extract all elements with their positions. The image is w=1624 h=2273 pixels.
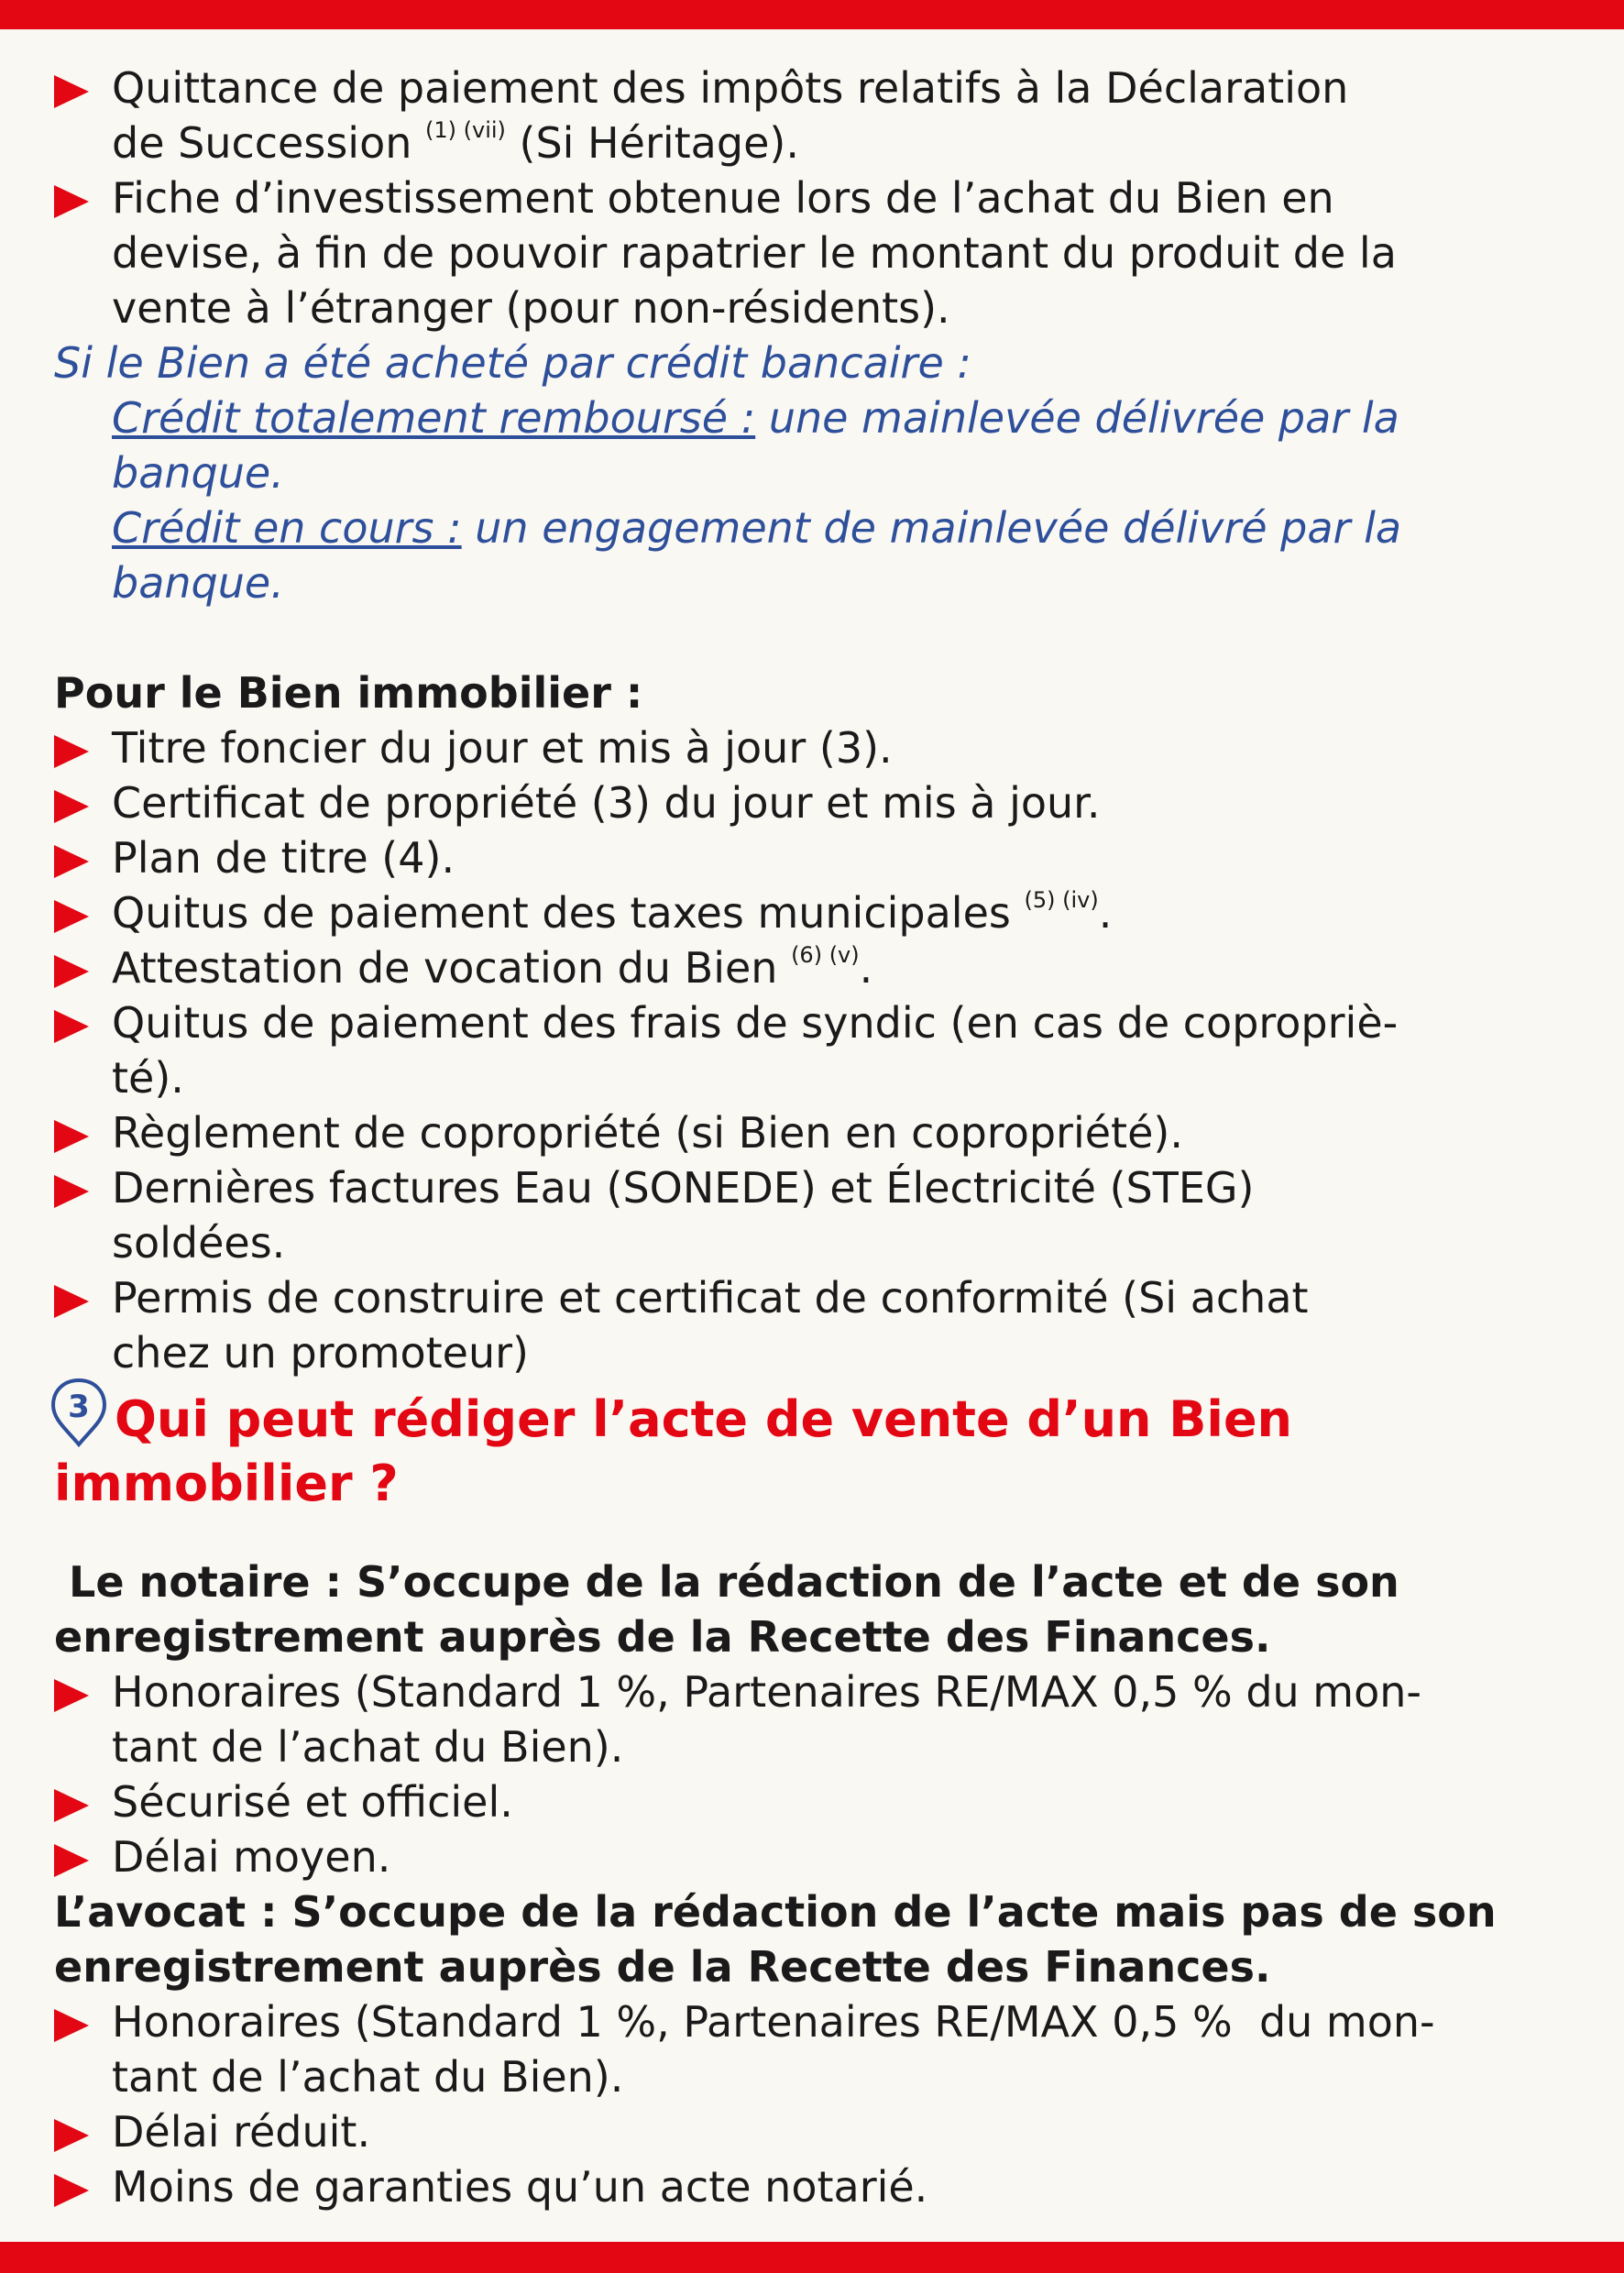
avocat-title: L’avocat : S’occupe de la rédaction de l’acte mais pas de son enregistrement auprès de la Recette des Finances. [54, 1887, 1497, 1992]
list-item: Quitus de paiement des taxes municipales $^{(5) (iv)}$. [54, 885, 1520, 940]
list-item: Moins de garanties qu’un acte notarié. [54, 2159, 1520, 2214]
triangle-bullet-icon [54, 185, 89, 218]
credit-note [54, 335, 1520, 610]
list-item: Titre foncier du jour et mis à jour (3). [54, 720, 1520, 775]
document-body [54, 60, 1520, 2214]
triangle-bullet-icon [54, 900, 89, 933]
list-item: Attestation de vocation du Bien $^{(6) (v)}$. [54, 940, 1520, 995]
list-item: Sécurisé et officiel. [54, 1774, 1520, 1829]
map-pin-number-icon [49, 1377, 109, 1450]
credit-total: Crédit totalement remboursé : une mainlevée délivrée par la banque. [112, 393, 1399, 498]
list-item: Fiche d’investissement obtenue lors de l’achat du Bien en devise, à fin de pouvoir rapatrier le montant du produit de la vente à l’étranger (pour non-résidents). [54, 170, 1520, 335]
bien-title: Pour le Bien immobilier : [54, 668, 643, 718]
triangle-bullet-icon [54, 75, 89, 108]
list-item: Délai réduit. [54, 2104, 1520, 2159]
triangle-bullet-icon [54, 1120, 89, 1153]
footnote-ref: (5) (iv) [1024, 887, 1099, 913]
credit-intro: Si le Bien a été acheté par crédit bancaire : [54, 338, 971, 388]
bien-list [54, 720, 1520, 1380]
triangle-bullet-icon [54, 735, 89, 768]
section-number: 3 [68, 1389, 90, 1425]
list-item: Honoraires (Standard 1 %, Partenaires RE/MAX 0,5 % du mon- tant de l’achat du Bien). [54, 1664, 1520, 1774]
list-item: Permis de construire et certificat de conformité (Si achat chez un promoteur) [54, 1270, 1520, 1380]
triangle-bullet-icon [54, 2009, 89, 2042]
avocat-list [54, 1994, 1520, 2214]
list-item: Certificat de propriété (3) du jour et mis à jour. [54, 775, 1520, 830]
bottom-red-band [0, 2242, 1624, 2273]
triangle-bullet-icon [54, 1285, 89, 1318]
credit-encours: Crédit en cours : un engagement de mainlevée délivré par la banque. [112, 503, 1402, 608]
notaire-title: Le notaire : S’occupe de la rédaction de l’acte et de son enregistrement auprès de la Recette des Finances. [54, 1557, 1399, 1662]
footnote-ref: (6) (v) [791, 942, 860, 968]
section1-list [54, 60, 1520, 335]
list-item: Dernières factures Eau (SONEDE) et Électricité (STEG) soldées. [54, 1160, 1520, 1270]
list-item: Quitus de paiement des frais de syndic (en cas de copropriè- té). [54, 995, 1520, 1105]
list-item: Quittance de paiement des impôts relatifs à la Déclaration de Succession $^{(1) (vii)}$ (Si Héritage). [54, 60, 1520, 170]
triangle-bullet-icon [54, 1175, 89, 1208]
section3-heading: 3 Qui peut rédiger l’acte de vente d’un Bien immobilier ? [54, 1388, 1520, 1516]
triangle-bullet-icon [54, 955, 89, 988]
footnote-ref: (1) (vii) [425, 117, 506, 143]
top-red-band [0, 0, 1624, 29]
list-item: Plan de titre (4). [54, 830, 1520, 885]
triangle-bullet-icon [54, 1844, 89, 1877]
list-item: Délai moyen. [54, 1829, 1520, 1884]
triangle-bullet-icon [54, 2174, 89, 2207]
triangle-bullet-icon [54, 845, 89, 878]
triangle-bullet-icon [54, 1679, 89, 1712]
notaire-list [54, 1664, 1520, 1884]
triangle-bullet-icon [54, 790, 89, 823]
list-item: Honoraires (Standard 1 %, Partenaires RE/MAX 0,5 % du mon- tant de l’achat du Bien). [54, 1994, 1520, 2104]
triangle-bullet-icon [54, 2119, 89, 2152]
list-item: Règlement de copropriété (si Bien en copropriété). [54, 1105, 1520, 1160]
triangle-bullet-icon [54, 1010, 89, 1043]
triangle-bullet-icon [54, 1789, 89, 1822]
